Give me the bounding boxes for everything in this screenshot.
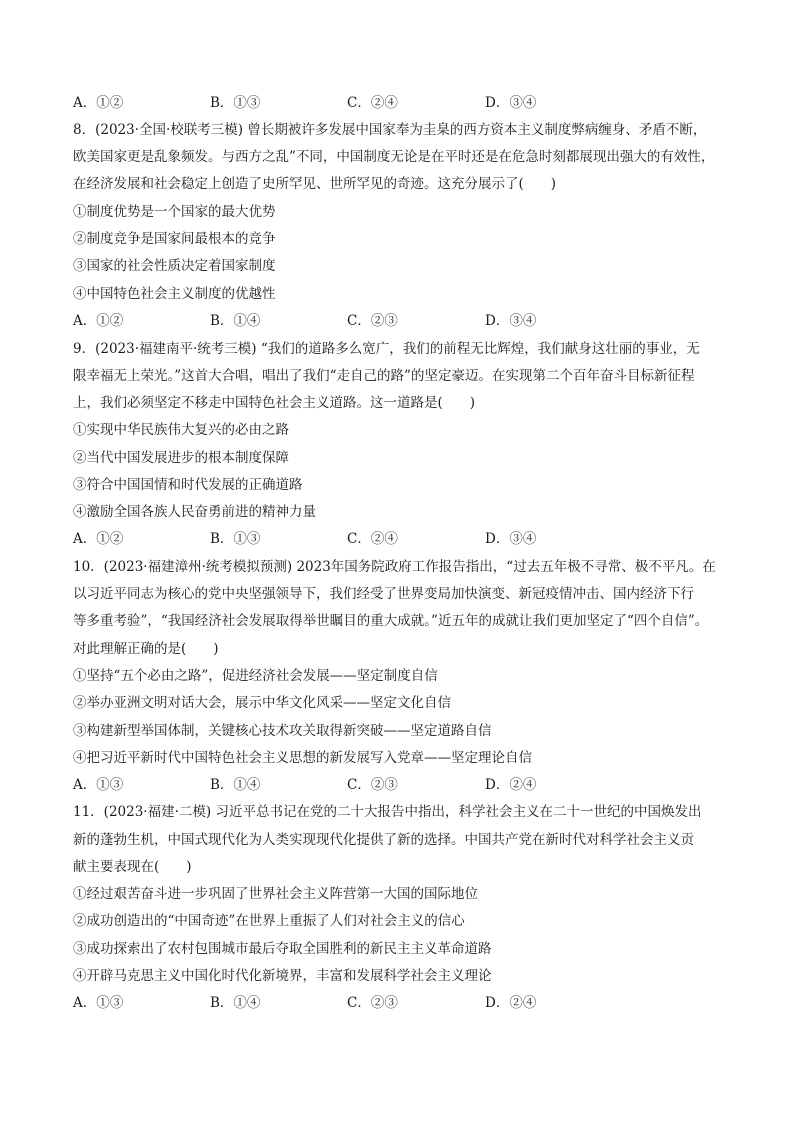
question-stem-line: 对此理解正确的是( ) xyxy=(73,641,219,657)
statement-item: ③国家的社会性质决定着国家制度 xyxy=(73,258,276,274)
statement-item: ④把习近平新时代中国特色社会主义思想的新发展写入党章——坚定理论自信 xyxy=(73,750,532,766)
question-stem-line: 限幸福无上荣光。”这首大合唱，唱出了我们“走自己的路”的坚定豪迈。在实现第二个百年奋斗目标新征程 xyxy=(73,368,695,384)
option-c: C．②④ xyxy=(347,531,398,547)
option-a: A．①② xyxy=(73,531,124,547)
question-stem-line: 献主要表现在( ) xyxy=(73,859,192,875)
option-d: D．③④ xyxy=(485,531,537,547)
option-c: C．②③ xyxy=(347,995,398,1011)
option-a: A．①② xyxy=(73,95,124,111)
option-c: C．②④ xyxy=(347,95,398,111)
question-stem-line: 9．(2023·福建南平·统考三模) “我们的道路多么宽广，我们的前程无比辉煌，我们献身这壮丽的事业，无 xyxy=(73,341,700,357)
option-b: B．①③ xyxy=(210,95,261,111)
question-stem-line: 10．(2023·福建漳州·统考模拟预测) 2023年国务院政府工作报告指出，“过去五年极不寻常、极不平凡。在 xyxy=(73,559,716,575)
statement-item: ④开辟马克思主义中国化时代化新境界，丰富和发展科学社会主义理论 xyxy=(73,968,492,984)
question-stem-line: 以习近平同志为核心的党中央坚强领导下，我们经受了世界变局加快演变、新冠疫情冲击、国内经济下行 xyxy=(73,586,694,602)
option-b: B．①④ xyxy=(210,995,261,1011)
statement-item: ①经过艰苦奋斗进一步巩固了世界社会主义阵营第一大国的国际地位 xyxy=(73,886,478,902)
statement-item: ④激励全国各族人民奋勇前进的精神力量 xyxy=(73,504,316,520)
option-a: A．①③ xyxy=(73,777,124,793)
statement-item: ②举办亚洲文明对话大会，展示中华文化风采——坚定文化自信 xyxy=(73,695,451,711)
option-b: B．①④ xyxy=(210,313,261,329)
option-d: D．③④ xyxy=(485,313,537,329)
statement-item: ②成功创造出的“中国奇迹”在世界上重振了人们对社会主义的信心 xyxy=(73,913,465,929)
option-c: C．②③ xyxy=(347,313,398,329)
statement-item: ③构建新型举国体制，关键核心技术攻关取得新突破——坚定道路自信 xyxy=(73,723,492,739)
statement-item: ③成功探索出了农村包围城市最后夺取全国胜利的新民主主义革命道路 xyxy=(73,941,492,957)
option-d: D．②④ xyxy=(485,995,537,1011)
option-b: B．①③ xyxy=(210,531,261,547)
statement-item: ④中国特色社会主义制度的优越性 xyxy=(73,286,276,302)
question-stem-line: 8．(2023·全国·校联考三模) 曾长期被许多发展中国家奉为圭臬的西方资本主义制度弊病缠身、矛盾不断， xyxy=(73,122,707,138)
option-d: D．③④ xyxy=(485,95,537,111)
statement-item: ①坚持“五个必由之路”，促进经济社会发展——坚定制度自信 xyxy=(73,668,438,684)
question-stem-line: 新的蓬勃生机，中国式现代化为人类实现现代化提供了新的选择。中国共产党在新时代对科学社会主义贡 xyxy=(73,832,694,848)
question-stem-line: 11．(2023·福建·二模) 习近平总书记在党的二十大报告中指出，科学社会主义在二十一世纪的中国焕发出 xyxy=(73,804,702,820)
option-a: A．①③ xyxy=(73,995,124,1011)
question-stem-line: 等多重考验”，“我国经济社会发展取得举世瞩目的重大成就。”近五年的成就让我们更加坚定了“四个自信”。 xyxy=(73,613,709,629)
question-stem-line: 在经济发展和社会稳定上创造了史所罕见、世所罕见的奇迹。这充分展示了( ) xyxy=(73,176,557,192)
statement-item: ①实现中华民族伟大复兴的必由之路 xyxy=(73,422,289,438)
option-a: A．①② xyxy=(73,313,124,329)
question-stem-line: 上，我们必须坚定不移走中国特色社会主义道路。这一道路是( ) xyxy=(73,395,476,411)
question-stem-line: 欧美国家更是乱象频发。与西方之乱”不同，中国制度无论是在平时还是在危急时刻都展现出强大的有效性， xyxy=(73,149,715,165)
statement-item: ①制度优势是一个国家的最大优势 xyxy=(73,204,276,220)
statement-item: ③符合中国国情和时代发展的正确道路 xyxy=(73,477,303,493)
option-b: B．①④ xyxy=(210,777,261,793)
option-c: C．②③ xyxy=(347,777,398,793)
option-d: D．②④ xyxy=(485,777,537,793)
statement-item: ②当代中国发展进步的根本制度保障 xyxy=(73,450,289,466)
statement-item: ②制度竞争是国家间最根本的竞争 xyxy=(73,231,276,247)
